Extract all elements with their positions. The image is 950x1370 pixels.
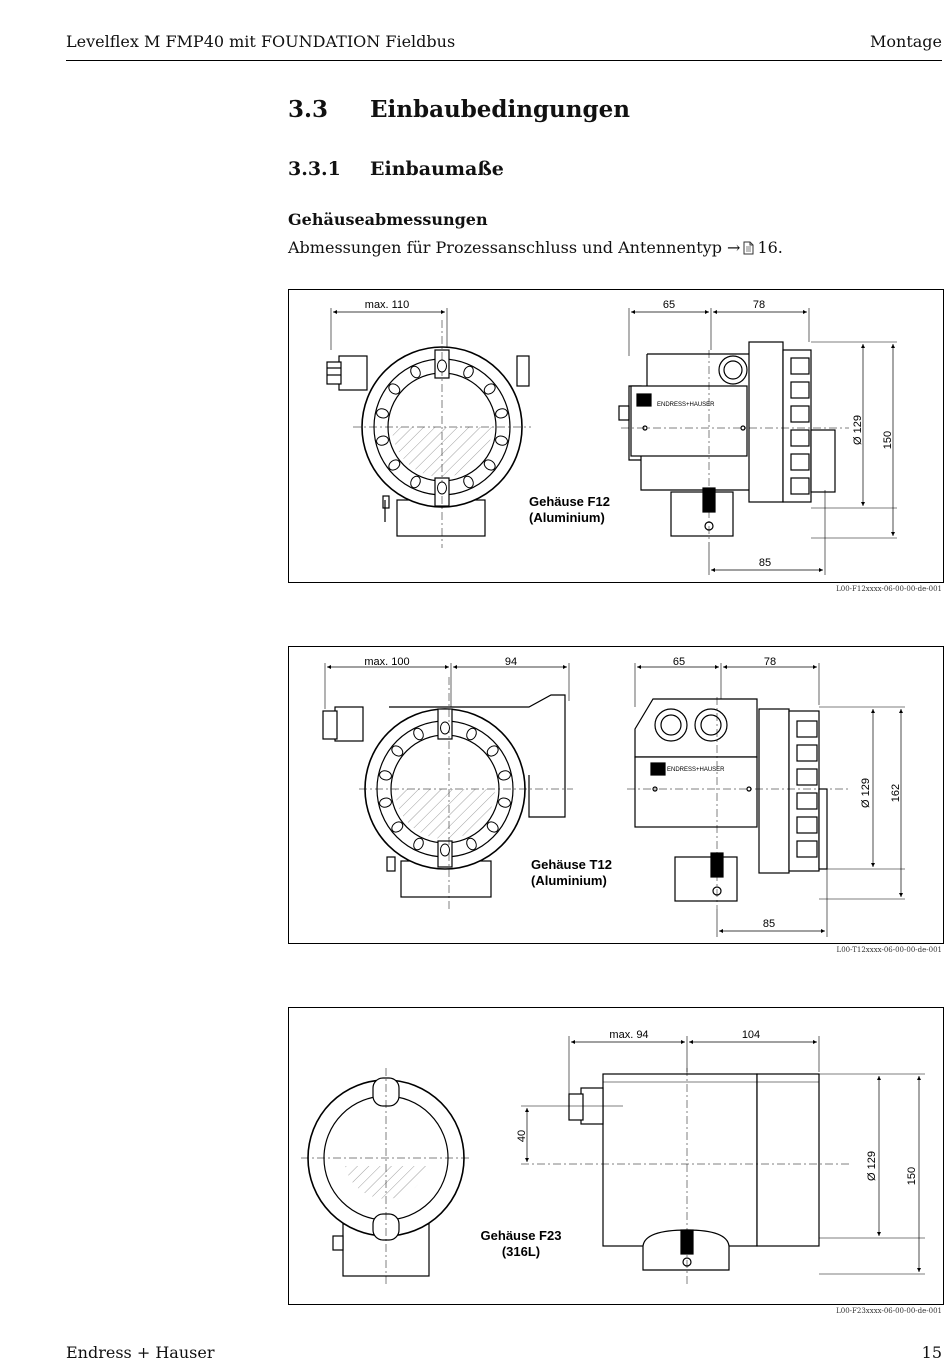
- f12-dim-height: 150: [882, 430, 894, 450]
- t12-dim-65: 65: [672, 656, 686, 668]
- bolt-hole: [438, 360, 447, 372]
- f12-label-line1: Gehäuse F12: [529, 494, 610, 509]
- header-rule: [66, 60, 942, 61]
- f12-dim-dia: Ø 129: [852, 415, 864, 445]
- t12-dim-height: 162: [890, 783, 902, 803]
- page-reference-icon: [743, 241, 754, 255]
- figure-t12: [288, 646, 944, 944]
- f12-dim-85: 85: [758, 557, 772, 569]
- subsection-heading: [288, 158, 504, 180]
- bolt-hole: [441, 844, 450, 856]
- t12-dim-85: 85: [762, 918, 776, 930]
- f12-label-line2: (Aluminium): [529, 510, 605, 525]
- t12-figure-id: L00-T12xxxx-06-00-00-de-001: [836, 946, 942, 954]
- section-heading: [288, 96, 630, 123]
- f12-figure-id: L00-F12xxxx-06-00-00-de-001: [836, 585, 942, 593]
- footer-page-number: 15: [921, 1343, 942, 1362]
- subsection-number: 3.3.1: [288, 158, 341, 180]
- f23-dim-40: 40: [516, 1129, 528, 1143]
- bolt-hole: [441, 722, 450, 734]
- housing-heading: Gehäuseabmessungen: [288, 210, 488, 229]
- f23-dim-dia: Ø 129: [866, 1151, 878, 1181]
- bolt-hole: [438, 482, 447, 494]
- t12-label-line1: Gehäuse T12: [531, 857, 612, 872]
- t12-dim-dia: Ø 129: [860, 778, 872, 808]
- f12-dim-max-width: max. 110: [364, 299, 410, 311]
- t12-label-line2: (Aluminium): [531, 873, 607, 888]
- f23-front-view: [301, 1068, 471, 1284]
- section-number: 3.3: [288, 96, 329, 123]
- f12-dim-65: 65: [662, 299, 676, 311]
- f23-side-view: [521, 1036, 925, 1284]
- subsection-title: Einbaumaße: [370, 158, 504, 180]
- f23-label-line2: (316L): [501, 1244, 541, 1259]
- f12-brand: ENDRESS+HAUSER: [657, 402, 715, 408]
- t12-brand: ENDRESS+HAUSER: [667, 767, 725, 773]
- figure-f12: [288, 289, 944, 583]
- t12-dim-78: 78: [763, 656, 777, 668]
- figure-f23: [288, 1007, 944, 1305]
- t12-drawing: [289, 647, 943, 943]
- f12-front-view: [327, 308, 531, 548]
- f23-dim-104: 104: [741, 1029, 761, 1041]
- t12-dim-max-width: max. 100: [364, 656, 410, 668]
- arrow-glyph: →: [727, 238, 741, 257]
- f23-figure-id: L00-F23xxxx-06-00-00-de-001: [836, 1307, 942, 1315]
- footer-brand: Endress + Hauser: [66, 1343, 215, 1362]
- header-section: Montage: [870, 32, 942, 51]
- paragraph-text: Abmessungen für Prozessanschluss und Antennentyp: [288, 238, 722, 257]
- f23-dim-max-width: max. 94: [609, 1029, 649, 1041]
- page-reference: 16.: [757, 238, 783, 257]
- section-title: Einbaubedingungen: [370, 96, 630, 123]
- f23-label-line1: Gehäuse F23: [480, 1228, 562, 1243]
- intro-paragraph: [288, 238, 783, 257]
- f23-dim-height: 150: [906, 1166, 918, 1186]
- t12-dim-94: 94: [504, 656, 518, 668]
- f23-drawing: [289, 1008, 943, 1304]
- f12-drawing: [289, 290, 943, 582]
- f12-dim-78: 78: [752, 299, 766, 311]
- header-title: Levelflex M FMP40 mit FOUNDATION Fieldbus: [66, 32, 456, 51]
